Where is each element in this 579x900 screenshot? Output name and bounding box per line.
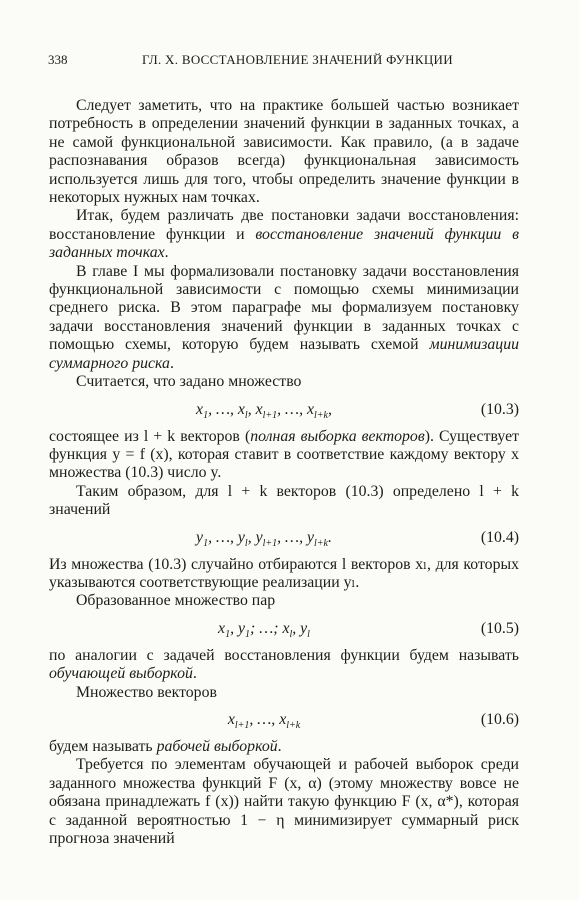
equation-expression: $x_{l+1}$, …, $x_{l+k}$ xyxy=(227,710,301,732)
paragraph-3 xyxy=(49,263,519,373)
text: состоящее из l + k векторов ( xyxy=(49,427,251,445)
text: ). Существует функция y = f (x), которая ставит в соответствие каждому вектору x множества (10.3) число y. xyxy=(49,427,519,482)
paragraph-5 xyxy=(49,428,519,483)
equation-number: (10.6) xyxy=(480,710,519,728)
italic-term: обучающей выборкой xyxy=(49,665,193,683)
text: по аналогии с задачей восстановления функции будем называть xyxy=(49,646,519,664)
paragraph-8: Образованное множество пар xyxy=(76,592,276,610)
paragraph-6: Таким образом, для l + k векторов (10.3) определено l + k значений xyxy=(49,482,519,519)
italic-term: полная выборка векторов xyxy=(250,427,425,445)
equation-number: (10.3) xyxy=(480,400,519,418)
equation-number: (10.5) xyxy=(480,619,519,637)
text: будем называть xyxy=(49,737,157,755)
text: . xyxy=(169,354,174,372)
italic-term: восстановление значений функции в заданных точках xyxy=(49,225,519,262)
page-body xyxy=(49,97,519,848)
equation-10-4 xyxy=(49,520,519,556)
equation-expression: $x_1$, …, $x_l$, $x_{l+1}$, …, $x_{l+k}$, xyxy=(196,400,332,421)
page-number: 338 xyxy=(48,52,68,67)
equation-10-5 xyxy=(49,611,519,647)
paragraph-10: Множество векторов xyxy=(76,683,217,701)
equation-expression: $x_1$, $y_1$; …; $x_l$, $y_l$ xyxy=(218,619,310,640)
page-header xyxy=(48,50,518,70)
text: В главе I мы формализовали постановку задачи восстановления функциональной зависимости с помощью схемы минимизации среднего риска. В этом параграфе мы формализуем постановку задачи восстановления значений функции в заданных точках с помощью схемы, которую будем называть схемой xyxy=(49,262,519,354)
italic-term: рабочей выборкой xyxy=(156,737,278,755)
equation-number: (10.4) xyxy=(480,528,519,546)
paragraph-7: Из множества (10.3) случайно отбираются l векторов xₗ, для которых указываются соответствующие реализации yₗ. xyxy=(49,555,519,591)
equation-10-3 xyxy=(49,392,519,428)
paragraph-2 xyxy=(49,207,519,262)
text: . xyxy=(192,665,197,683)
text: . xyxy=(277,737,282,755)
equation-expression: $y_1$, …, $y_l$, $y_{l+1}$, …, $y_{l+k}$. xyxy=(196,528,332,549)
italic-term: минимизации суммарного риска xyxy=(49,336,519,372)
paragraph-9 xyxy=(49,647,519,684)
paragraph-1: Следует заметить, что на практике большей частью возникает потребность в определении значений функции в заданных точках, а не самой функциональной зависимости. Как правило, (а в задаче распознавания образов всегда) функциональная зависимость используется лишь для того, чтобы определить значение функции в некоторых нужных нам точках. xyxy=(49,97,519,207)
paragraph-11 xyxy=(49,738,519,756)
text: Итак, будем различать две постановки задачи восстановления: восстановление функции и xyxy=(49,207,519,243)
paragraph-4: Считается, что задано множество xyxy=(76,373,302,391)
text: . xyxy=(164,244,169,262)
equation-10-6 xyxy=(49,702,519,738)
running-title: ГЛ. X. ВОССТАНОВЛЕНИЕ ЗНАЧЕНИЙ ФУНКЦИИ xyxy=(142,52,453,67)
paragraph-12: Требуется по элементам обучающей и рабочей выборок среди заданного множества функций F (x, α) (этому множеству вовсе не обязана принадлежать f (x)) найти такую функцию F (x, α*), которая с заданной вероятностью 1 − η минимизирует суммарный риск прогноза значений xyxy=(49,756,519,847)
